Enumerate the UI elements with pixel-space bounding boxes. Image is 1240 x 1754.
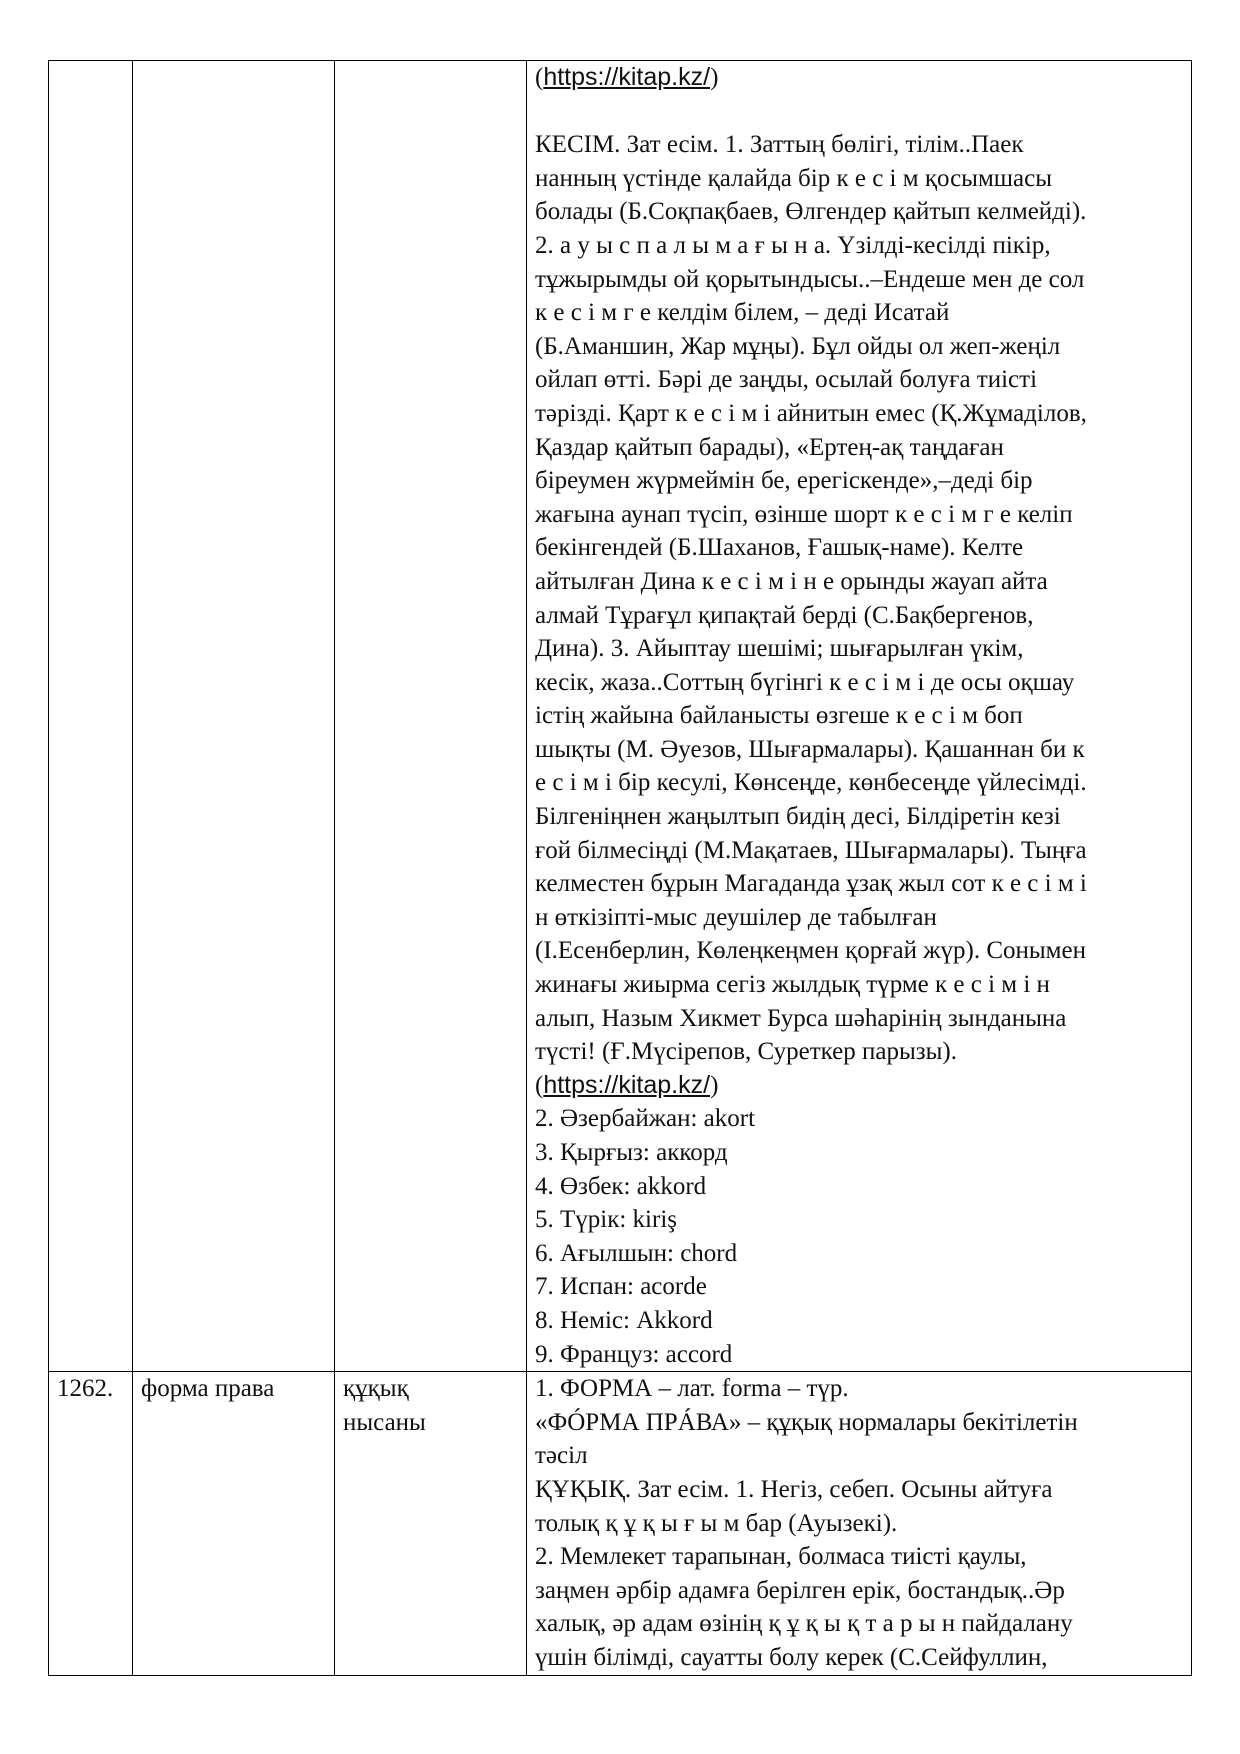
text-line: 2. Мемлекет тарапынан, болмаса тиісті қаулы,	[535, 1543, 1027, 1571]
translation-item: 9. Француз: accord	[535, 1340, 733, 1368]
text-line: жинағы жиырма сегіз жылдық түрме к е с і м і н	[535, 971, 1050, 999]
entry-number: 1262.	[49, 1372, 133, 1675]
russian-term: форма права	[133, 1372, 335, 1675]
text-line: Қаздар қайтып барады), «Ертең-ақ таңдаған	[535, 433, 1004, 461]
definition-cell	[527, 61, 1192, 1372]
paren-open: (	[535, 64, 544, 91]
text-line: келместен бұрын Магаданда ұзақ жыл сот к е с і м і	[535, 870, 1087, 898]
translation-item: 3. Қырғыз: аккорд	[535, 1139, 728, 1166]
translation-item: 8. Неміс: Akkord	[535, 1306, 713, 1334]
definition-cell	[527, 1372, 1192, 1675]
paren-close: )	[710, 1071, 719, 1099]
text-line: Дина). 3. Айыптау шешімі; шығарылған үкім,	[535, 635, 1024, 663]
paragraph-gap	[535, 95, 1183, 129]
translation-item: 6. Ағылшын: chord	[535, 1239, 738, 1267]
text-line: ғой білмесіңді (М.Мақатаев, Шығармалары). Тыңға	[535, 836, 1087, 864]
text-line: н өткізіпті-мыс деушілер де табылған	[535, 903, 937, 931]
paren-open: (	[535, 1071, 544, 1099]
source-link[interactable]: https://kitap.kz/	[543, 63, 711, 91]
text-line: 2. а у ы с п а л ы м а ғ ы н а. Үзілді-кесілді пікір,	[535, 231, 1051, 259]
kazakh-term-cell	[335, 1372, 527, 1675]
text-line: ойлап өтті. Бәрі де заңды, осылай болуға тиісті	[535, 366, 1038, 394]
source-link-line	[535, 1069, 1183, 1103]
dictionary-table	[48, 60, 1192, 1676]
text-line: үшін білімді, сауатты болу керек (С.Сейфуллин,	[535, 1643, 1048, 1671]
text-line: тәсіл	[535, 1442, 588, 1470]
text-line: кесік, жаза..Соттың бүгінгі к е с і м і де осы оқшау	[535, 668, 1075, 696]
kazakh-term-line: нысаны	[343, 1408, 426, 1436]
text-line: халық, әр адам өзінің қ ұ қ ы қ т а р ы н пайдалану	[535, 1610, 1073, 1638]
table-row-1262	[49, 1372, 1192, 1675]
text-line: біреумен жүрмеймін бе, ерегіскенде»,–деді бір	[535, 467, 1033, 495]
text-line: КЕСІМ. Зат есім. 1. Заттың бөлігі, тілім..Паек	[535, 131, 1024, 159]
translation-item: 2. Әзербайжан: akort	[535, 1105, 756, 1133]
translation-item: 7. Испан: acorde	[535, 1273, 707, 1301]
text-line: тұжырымды ой қорытындысы..–Ендеше мен де сол	[535, 265, 1085, 293]
text-line: нанның үстінде қалайда бір к е с і м қосымшасы	[535, 164, 1053, 192]
text-line: к е с і м г е келдім білем, – деді Исатай	[535, 299, 950, 327]
kazakh-term-line: құқық	[343, 1375, 409, 1403]
translation-item: 5. Түрік: kiriş	[535, 1206, 678, 1234]
text-line: алып, Назым Хикмет Бурса шәһарінің зынданына	[535, 1004, 1067, 1032]
text-line: (Б.Аманшин, Жар мұңы). Бұл ойды ол жеп-жеңіл	[535, 332, 1061, 360]
text-line: түсті! (Ғ.Мүсірепов, Суреткер парызы).	[535, 1038, 958, 1066]
text-line: алмай Тұрағұл қипақтай берді (С.Бақбергенов,	[535, 601, 1034, 629]
text-line: «ФÓРМА ПРÁВА» – құқық нормалары бекітілетін	[535, 1408, 1078, 1436]
russian-term-cell	[133, 61, 335, 1372]
table-row-continuation	[49, 61, 1192, 1372]
text-line: толық қ ұ қ ы ғ ы м бар (Ауызекі).	[535, 1509, 898, 1537]
text-line: е с і м і бір кесулі, Көнсеңде, көнбесеңде үйлесімді.	[535, 769, 1087, 797]
text-line: (І.Есенберлин, Көлеңкеңмен қорғай жүр). Сонымен	[535, 937, 1086, 965]
text-line: тәрізді. Қарт к е с і м і айнитын емес (Қ.Жұмаділов,	[535, 399, 1087, 427]
text-line: 1. ФОРМА – лат. forma – түр.	[535, 1375, 849, 1403]
source-link-line	[535, 61, 1183, 95]
source-link[interactable]: https://kitap.kz/	[543, 1070, 711, 1099]
text-line: заңмен әрбір адамға берілген ерік, бостандық..Әр	[535, 1576, 1065, 1604]
text-line: болады (Б.Соқпақбаев, Өлгендер қайтып келмейді).	[535, 198, 1087, 226]
text-line: Білгеніңнен жаңылтып бидің десі, Білдіретін кезі	[535, 803, 1061, 831]
text-line: ҚҰҚЫҚ. Зат есім. 1. Негіз, себеп. Осыны айтуға	[535, 1475, 1053, 1503]
number-cell	[49, 61, 133, 1372]
text-line: жағына аунап түсіп, өзінше шорт к е с і м г е келіп	[535, 500, 1073, 528]
text-line: істің жайына байланысты өзгеше к е с і м боп	[535, 702, 1023, 730]
translation-item: 4. Өзбек: akkord	[535, 1172, 707, 1200]
kazakh-term-cell	[335, 61, 527, 1372]
paren-close: )	[710, 64, 719, 91]
text-line: бекінгендей (Б.Шаханов, Ғашық-наме). Келте	[535, 534, 1024, 562]
text-line: айтылған Дина к е с і м і н е орынды жауап айта	[535, 567, 1048, 595]
text-line: шықты (М. Әуезов, Шығармалары). Қашаннан би к	[535, 735, 1085, 763]
